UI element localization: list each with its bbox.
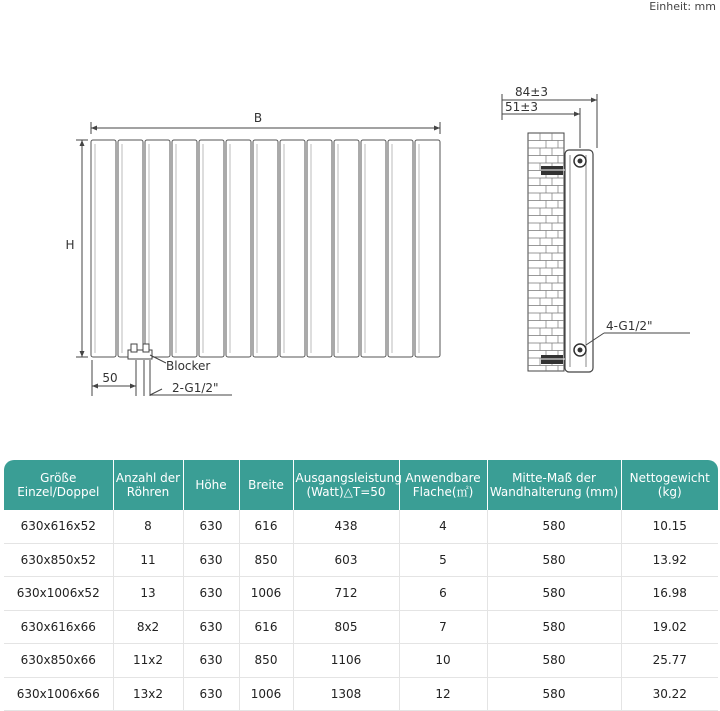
table-cell: 13.92 <box>621 543 718 577</box>
table-cell: 603 <box>293 543 399 577</box>
table-body <box>4 510 718 711</box>
table-cell: 5 <box>399 543 487 577</box>
table-cell: 25.77 <box>621 644 718 678</box>
table-cell: 12 <box>399 677 487 711</box>
table-cell: 630 <box>183 677 239 711</box>
radiator-side-profile <box>565 150 593 372</box>
table-cell: 4 <box>399 510 487 543</box>
table-cell: 630x850x52 <box>4 543 113 577</box>
column-header: Breite <box>239 460 293 510</box>
column-header: Anwendbare Flache(㎡) <box>399 460 487 510</box>
column-header: Nettogewicht (kg) <box>621 460 718 510</box>
width-label: B <box>253 111 263 125</box>
column-header: Höhe <box>183 460 239 510</box>
table-cell: 1106 <box>293 644 399 678</box>
side-connection-label: 4-G1/2" <box>606 319 653 333</box>
table-cell: 19.02 <box>621 610 718 644</box>
table-cell: 630x616x66 <box>4 610 113 644</box>
table-row <box>4 610 718 644</box>
offset-label: 50 <box>102 371 118 385</box>
table-row <box>4 577 718 611</box>
column-header: Ausgangsleistung (Watt)△T=50 <box>293 460 399 510</box>
table-cell: 580 <box>487 543 621 577</box>
column-header: Anzahl der Röhren <box>113 460 183 510</box>
table-cell: 11x2 <box>113 644 183 678</box>
table-cell: 630 <box>183 510 239 543</box>
table-cell: 712 <box>293 577 399 611</box>
table-cell: 8x2 <box>113 610 183 644</box>
table-cell: 805 <box>293 610 399 644</box>
table-cell: 6 <box>399 577 487 611</box>
table-cell: 630x1006x66 <box>4 677 113 711</box>
table-row <box>4 677 718 711</box>
table-cell: 1308 <box>293 677 399 711</box>
table-cell: 1006 <box>239 577 293 611</box>
table-cell: 13x2 <box>113 677 183 711</box>
table-cell: 580 <box>487 677 621 711</box>
table-cell: 30.22 <box>621 677 718 711</box>
table-cell: 580 <box>487 510 621 543</box>
table-cell: 630 <box>183 577 239 611</box>
height-label: H <box>65 238 75 252</box>
table-cell: 16.98 <box>621 577 718 611</box>
depth-wall-label: 51±3 <box>505 100 538 114</box>
table-cell: 630x850x66 <box>4 644 113 678</box>
table-cell: 580 <box>487 577 621 611</box>
table-cell: 630x1006x52 <box>4 577 113 611</box>
table-cell: 1006 <box>239 677 293 711</box>
table-cell: 11 <box>113 543 183 577</box>
table-cell: 630 <box>183 644 239 678</box>
front-view <box>65 111 440 396</box>
table-row <box>4 543 718 577</box>
table-row <box>4 510 718 543</box>
table-cell: 8 <box>113 510 183 543</box>
table-cell: 10 <box>399 644 487 678</box>
side-view <box>502 85 690 372</box>
table-cell: 10.15 <box>621 510 718 543</box>
table-cell: 438 <box>293 510 399 543</box>
table-cell: 630 <box>183 610 239 644</box>
table-cell: 580 <box>487 610 621 644</box>
table-cell: 616 <box>239 510 293 543</box>
table-cell: 850 <box>239 644 293 678</box>
column-header: Größe Einzel/Doppel <box>4 460 113 510</box>
unit-label: Einheit: mm <box>649 0 716 13</box>
table-cell: 580 <box>487 644 621 678</box>
table-cell: 630 <box>183 543 239 577</box>
table-cell: 850 <box>239 543 293 577</box>
column-header: Mitte-Maß der Wandhalterung (mm) <box>487 460 621 510</box>
radiator-tubes <box>91 140 440 357</box>
table-cell: 13 <box>113 577 183 611</box>
depth-total-label: 84±3 <box>515 85 548 99</box>
spec-table <box>4 460 718 711</box>
table-cell: 7 <box>399 610 487 644</box>
table-row <box>4 644 718 678</box>
table-header-row <box>4 460 718 510</box>
front-connection-label: 2-G1/2" <box>172 381 219 395</box>
table-cell: 630x616x52 <box>4 510 113 543</box>
table-cell: 616 <box>239 610 293 644</box>
spec-table-container <box>4 460 718 704</box>
blocker-label: Blocker <box>166 359 211 373</box>
